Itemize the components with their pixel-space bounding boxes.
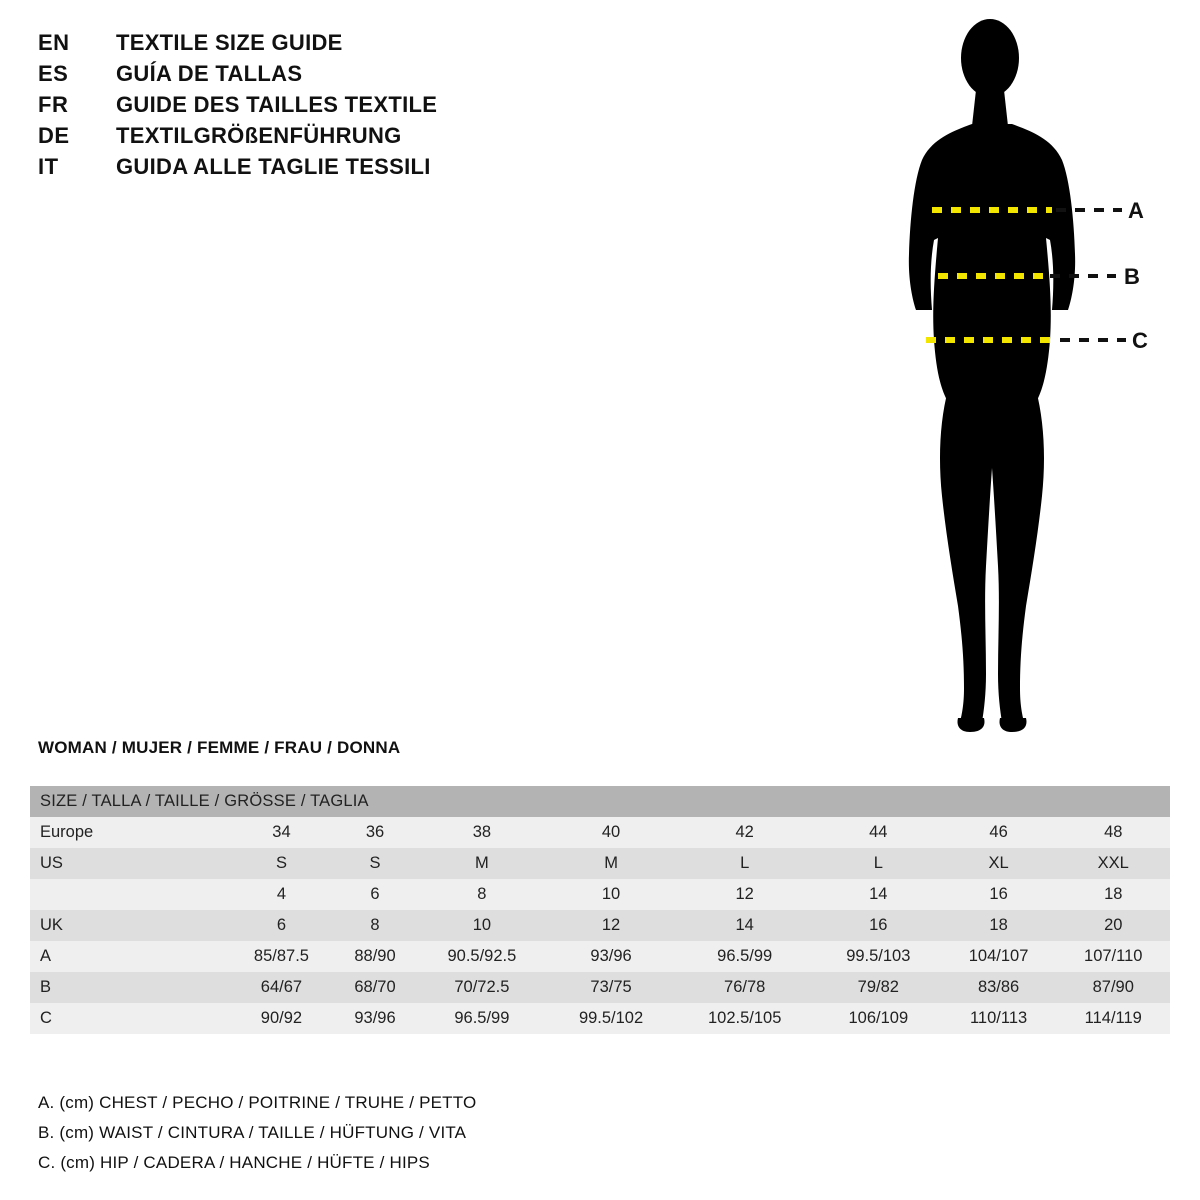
title-row [38, 30, 598, 61]
cell: 90.5/92.5 [415, 941, 549, 972]
cell: 4 [228, 879, 335, 910]
cell: 99.5/102 [549, 1003, 674, 1034]
female-silhouette-icon [860, 10, 1190, 750]
title-lang-es: ES [38, 61, 69, 86]
title-lang-en: EN [38, 30, 70, 55]
legend-row-b: B. (cm) WAIST / CINTURA / TAILLE / HÜFTUNG / VITA [38, 1123, 467, 1142]
cell: 14 [673, 910, 816, 941]
cell: 107/110 [1057, 941, 1171, 972]
cell: 36 [335, 817, 415, 848]
cell: XL [941, 848, 1057, 879]
cell: 114/119 [1057, 1003, 1171, 1034]
table-row [30, 817, 1170, 848]
size-table-head [30, 786, 1170, 817]
cell: S [335, 848, 415, 879]
title-text-en: TEXTILE SIZE GUIDE [116, 30, 343, 55]
row-label-us: US [30, 848, 228, 879]
cell: L [816, 848, 941, 879]
table-row [30, 910, 1170, 941]
size-table-title: SIZE / TALLA / TAILLE / GRÖSSE / TAGLIA [30, 786, 1170, 817]
cell: M [415, 848, 549, 879]
cell: 88/90 [335, 941, 415, 972]
cell: 110/113 [941, 1003, 1057, 1034]
cell: 83/86 [941, 972, 1057, 1003]
cell: 10 [549, 879, 674, 910]
title-text-fr: GUIDE DES TAILLES TEXTILE [116, 92, 438, 117]
cell: 6 [335, 879, 415, 910]
row-label-b: B [30, 972, 228, 1003]
legend-row-c: C. (cm) HIP / CADERA / HANCHE / HÜFTE / HIPS [38, 1153, 430, 1172]
section-heading: WOMAN / MUJER / FEMME / FRAU / DONNA [38, 738, 401, 757]
cell: 104/107 [941, 941, 1057, 972]
cell: 73/75 [549, 972, 674, 1003]
title-lang-de: DE [38, 123, 70, 148]
cell: 46 [941, 817, 1057, 848]
cell: 90/92 [228, 1003, 335, 1034]
marker-label-b: B [1124, 264, 1140, 289]
cell: 14 [816, 879, 941, 910]
cell: 99.5/103 [816, 941, 941, 972]
cell: 76/78 [673, 972, 816, 1003]
cell: 93/96 [335, 1003, 415, 1034]
cell: 38 [415, 817, 549, 848]
title-text-de: TEXTILGRÖßENFÜHRUNG [116, 123, 402, 148]
cell: 44 [816, 817, 941, 848]
cell: 8 [335, 910, 415, 941]
table-row [30, 848, 1170, 879]
cell: 102.5/105 [673, 1003, 816, 1034]
title-lang-it: IT [38, 154, 59, 179]
cell: 16 [816, 910, 941, 941]
cell: 12 [549, 910, 674, 941]
cell: 93/96 [549, 941, 674, 972]
cell: 6 [228, 910, 335, 941]
cell: 68/70 [335, 972, 415, 1003]
cell: L [673, 848, 816, 879]
cell: 70/72.5 [415, 972, 549, 1003]
size-table [30, 786, 1170, 1034]
cell: S [228, 848, 335, 879]
legend-row-a: A. (cm) CHEST / PECHO / POITRINE / TRUHE / PETTO [38, 1093, 477, 1112]
legend [38, 1088, 738, 1178]
row-label-c: C [30, 1003, 228, 1034]
cell: 20 [1057, 910, 1171, 941]
marker-label-a: A [1128, 198, 1144, 223]
table-row [30, 941, 1170, 972]
title-row [38, 123, 598, 154]
cell: 48 [1057, 817, 1171, 848]
cell: 18 [1057, 879, 1171, 910]
cell: 42 [673, 817, 816, 848]
cell: 87/90 [1057, 972, 1171, 1003]
size-table-body [30, 817, 1170, 1034]
cell: 96.5/99 [415, 1003, 549, 1034]
cell: 64/67 [228, 972, 335, 1003]
cell: 10 [415, 910, 549, 941]
cell: 106/109 [816, 1003, 941, 1034]
title-block [38, 30, 598, 185]
title-row [38, 61, 598, 92]
marker-label-c: C [1132, 328, 1148, 353]
title-row [38, 154, 598, 185]
cell: 34 [228, 817, 335, 848]
cell: 8 [415, 879, 549, 910]
cell: 40 [549, 817, 674, 848]
cell: 96.5/99 [673, 941, 816, 972]
table-row [30, 972, 1170, 1003]
cell: 85/87.5 [228, 941, 335, 972]
row-label-a: A [30, 941, 228, 972]
title-row [38, 92, 598, 123]
title-lang-fr: FR [38, 92, 69, 117]
cell: 12 [673, 879, 816, 910]
row-label-uk: UK [30, 910, 228, 941]
cell: 79/82 [816, 972, 941, 1003]
title-text-it: GUIDA ALLE TAGLIE TESSILI [116, 154, 431, 179]
female-body-figure [860, 10, 1190, 750]
table-header-row [30, 786, 1170, 817]
title-text-es: GUÍA DE TALLAS [116, 61, 303, 86]
row-label-us-numeric [30, 879, 228, 910]
cell: XXL [1057, 848, 1171, 879]
table-row [30, 879, 1170, 910]
cell: 18 [941, 910, 1057, 941]
cell: M [549, 848, 674, 879]
table-row [30, 1003, 1170, 1034]
row-label-europe: Europe [30, 817, 228, 848]
cell: 16 [941, 879, 1057, 910]
